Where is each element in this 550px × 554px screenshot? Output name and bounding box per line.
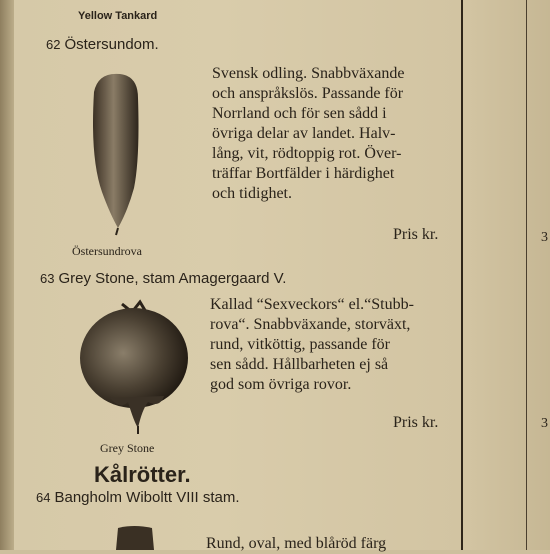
entry-name: Östersundom.: [64, 36, 159, 53]
entry-name: Bangholm Wiboltt VIII stam.: [54, 489, 240, 506]
text-line: och anspråkslös. Passande för: [212, 85, 404, 102]
ostersund-turnip-illustration: [80, 68, 150, 236]
entry-64-title: [36, 489, 240, 506]
entry-62-description: [212, 64, 404, 204]
image-caption-ostersundrova: Östersundrova: [72, 244, 142, 258]
entry-63-price: Pris kr.: [393, 414, 439, 431]
entry-62-price: Pris kr.: [393, 226, 439, 243]
bangholm-illustration-partial: [112, 524, 158, 550]
text-line: sen sådd. Hållbarheten ej så: [210, 356, 389, 373]
text-line: Svensk odling. Snabbväxande: [212, 65, 405, 82]
entry-name: Grey Stone, stam Amagergaard V.: [58, 270, 287, 287]
text-line: rova“. Snabbväxande, storväxt,: [210, 316, 411, 333]
section-heading-kalrotter: Kålrötter.: [94, 462, 191, 487]
text-line: rund, vitköttig, passande för: [210, 336, 390, 353]
entry-63-description: [210, 295, 414, 395]
entry-number: 62: [46, 37, 61, 52]
text-line: Kallad “Sexveckors“ el.“Stubb-: [210, 296, 414, 313]
entry-62-title: [46, 36, 159, 53]
entry-number: 63: [40, 271, 55, 286]
column-rule-left: [461, 0, 463, 550]
image-caption-yellow-tankard: Yellow Tankard: [78, 10, 158, 22]
column-rule-right: [526, 0, 527, 550]
text-line: övriga delar av landet. Halv-: [212, 125, 396, 142]
text-line: träffar Bortfälder i härdighet: [212, 165, 395, 182]
text-line: Norrland och för sen sådd i: [212, 105, 387, 122]
text-line: lång, vit, rödtoppig rot. Över-: [212, 145, 402, 162]
text-line: Rund, oval, med blåröd färg: [206, 535, 387, 552]
edge-number: 3: [541, 230, 548, 245]
edge-number: 3: [541, 416, 548, 431]
page-gutter: [0, 0, 14, 550]
entry-number: 64: [36, 490, 51, 505]
entry-64-description: [206, 534, 386, 554]
image-caption-grey-stone: Grey Stone: [100, 441, 155, 455]
text-line: god som övriga rovor.: [210, 376, 352, 393]
entry-63-title: [40, 270, 286, 287]
grey-stone-turnip-illustration: [76, 298, 196, 434]
text-line: och tidighet.: [212, 185, 292, 202]
